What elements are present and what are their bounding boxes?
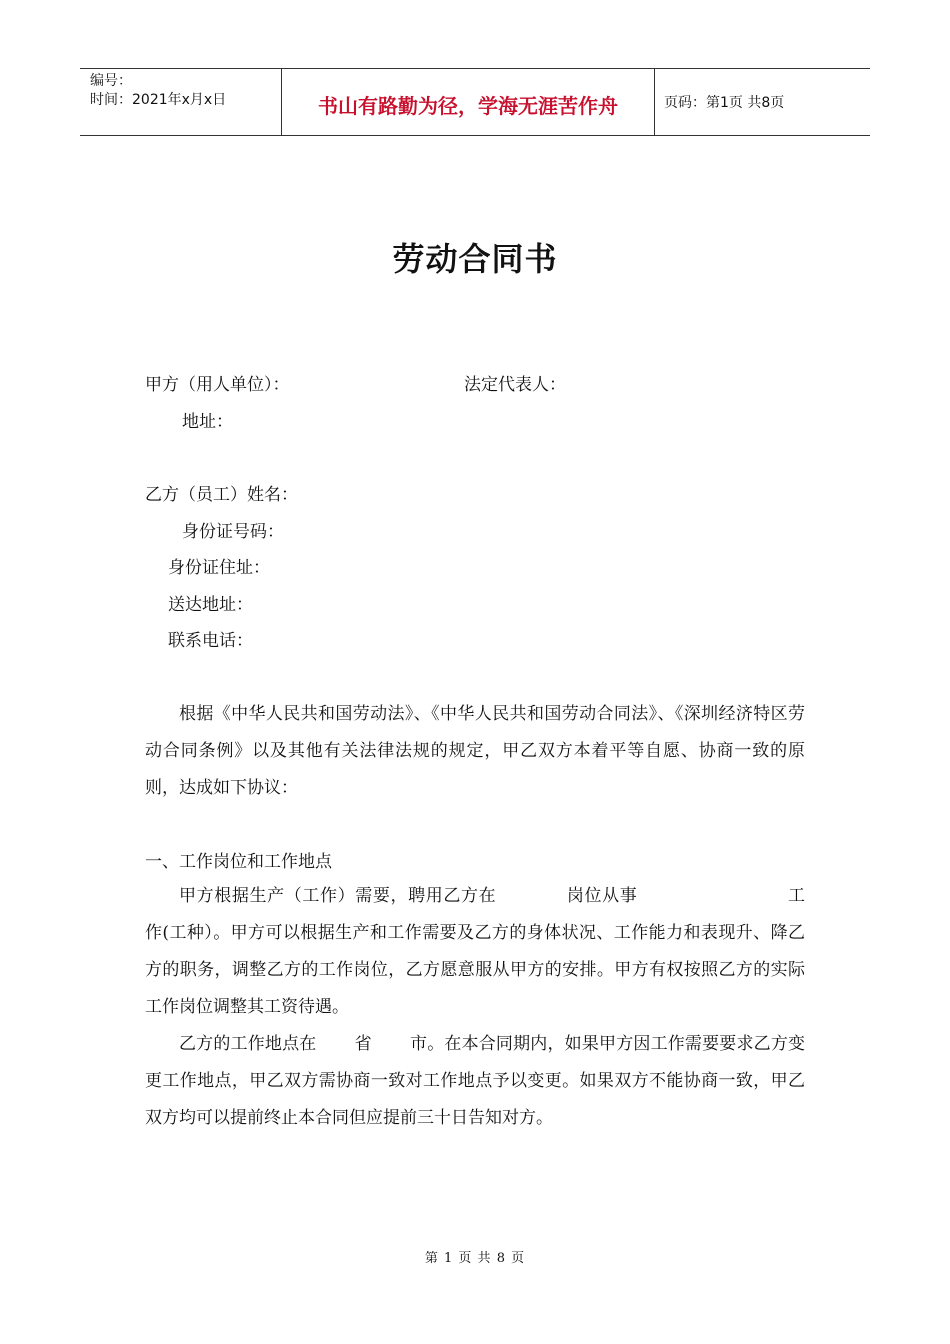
time-label: 时间：2021年x月x日 [90,92,227,108]
section1-paragraph-2 [145,1026,805,1137]
section1-p1-text-b: 岗位从事 [566,886,638,906]
section1-paragraph-1 [145,878,805,1026]
section1-p2-text-a: 乙方的工作地点在 [179,1034,317,1054]
party-b-label: 乙方（员工）姓名： [145,485,298,505]
serial-label: 编号： [90,73,132,89]
section1-p2-text-b: 省 [354,1034,372,1054]
party-a-rep-label: 法定代表人： [464,375,566,395]
party-b-id-number-label: 身份证号码： [182,522,284,542]
page-footer: 第 1 页 共 8 页 [424,1251,526,1266]
page-header [80,68,870,136]
party-b-phone-label: 联系电话： [168,631,253,651]
party-a-label: 甲方（用人单位）： [145,375,290,395]
section1-heading: 一、工作岗位和工作地点 [145,852,332,872]
section1-p2-text-c: 市。在本合同期内，如果甲方因工作需要要求乙方变更工作地点，甲乙双方需协商一致对工作地点予以变更。如果双方不能协商一致，甲乙双方均可以提前终止本合同但应提前三十日告知对方。 [145,1034,806,1128]
section1-p1-text-c: 工作(工种）。甲方可以根据生产和工作需要及乙方的身体状况、工作能力和表现升、降乙方的职务，调整乙方的工作岗位，乙方愿意服从甲方的安排。甲方有权按照乙方的实际工作岗位调整其工资待遇。 [145,886,805,1017]
header-page-info: 页码：第1页 共8页 [664,95,785,111]
preamble-paragraph: 根据《中华人民共和国劳动法》、《中华人民共和国劳动合同法》、《深圳经济特区劳动合同条例》以及其他有关法律法规的规定，甲乙双方本着平等自愿、协商一致的原则，达成如下协议： [145,704,805,798]
header-meta [80,69,281,135]
party-b-delivery-address-label: 送达地址： [168,595,253,615]
party-a-address-label: 地址： [182,412,233,432]
header-motto: 书山有路勤为径，学海无涯苦作舟 [281,69,655,135]
section1-p1-text-a: 甲方根据生产（工作）需要，聘用乙方在 [179,886,497,906]
document-title: 劳动合同书 [392,240,558,278]
party-b-id-address-label: 身份证住址： [168,558,270,578]
